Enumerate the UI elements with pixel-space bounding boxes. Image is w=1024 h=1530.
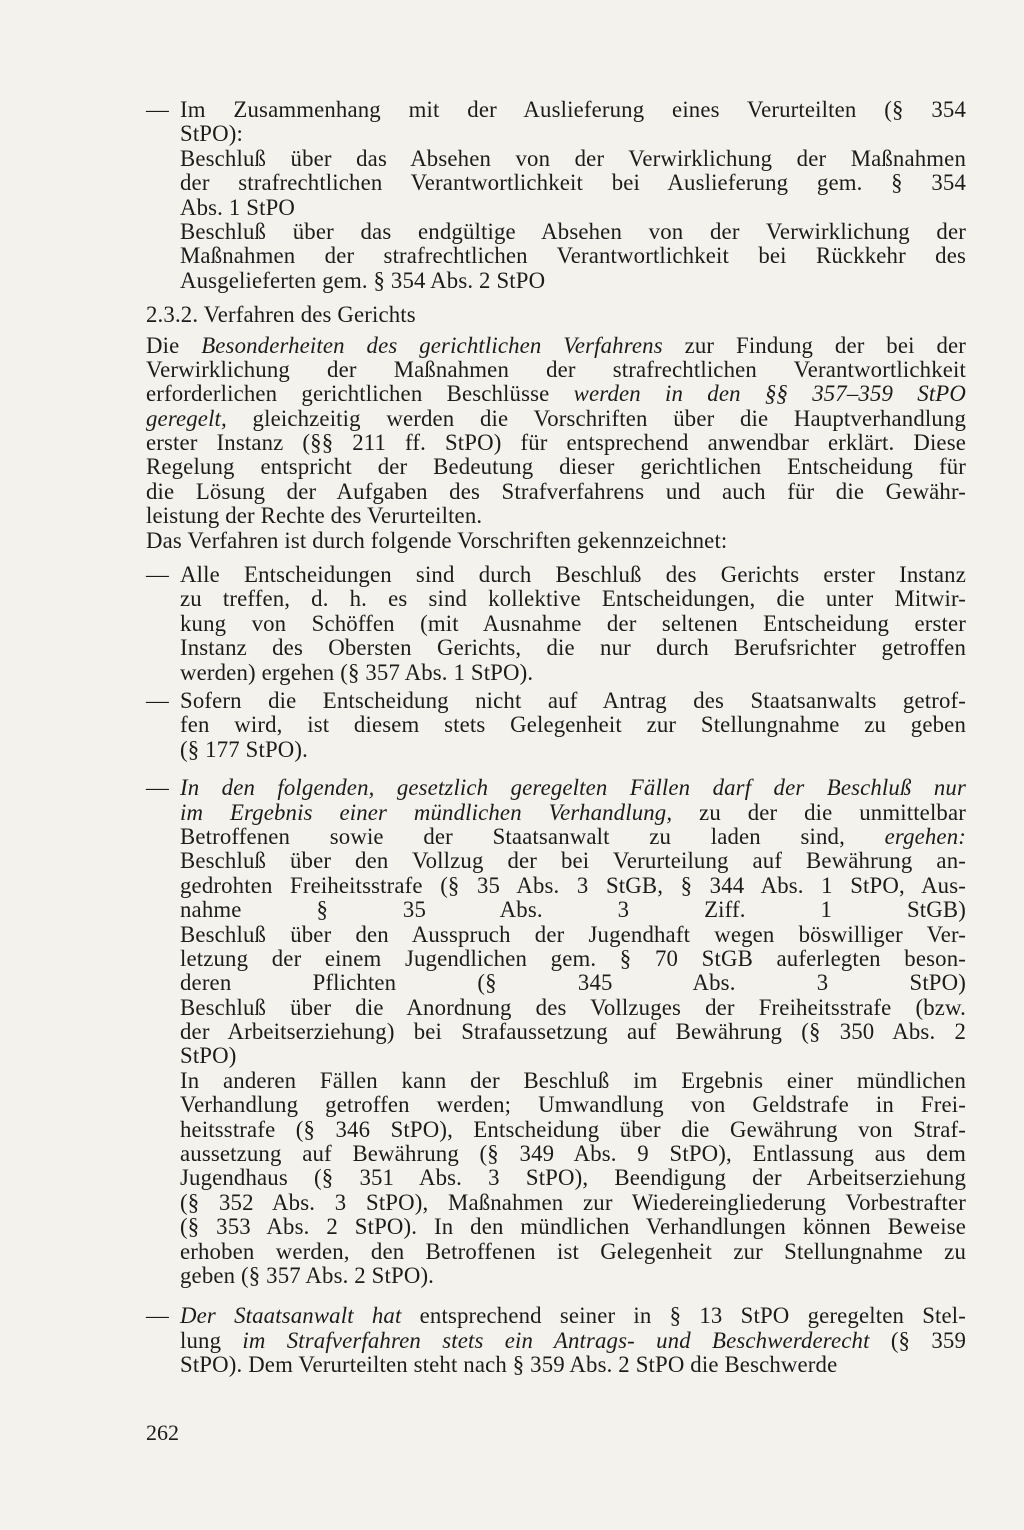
text-line (180, 898, 966, 922)
text-run: zu der die unmittelbar (672, 799, 966, 825)
italic-text: im Strafverfahren stets ein Antrags- und Beschwerderecht (242, 1327, 870, 1353)
text-line (180, 1191, 966, 1215)
text-line (180, 738, 966, 762)
text-run: Die (146, 332, 202, 358)
italic-text: im Ergebnis einer mündlichen Verhandlung, (180, 799, 673, 825)
text-run: In anderen Fällen kann der Beschluß im Ergebnis einer mündlichen (180, 1067, 966, 1093)
text-run: Verhandlung getroffen werden; Umwandlung von Geldstrafe in Frei- (180, 1092, 966, 1118)
italic-text: werden in den §§ 357–359 StPO (573, 381, 966, 407)
text-run: Maßnahmen der strafrechtlichen Verantwortlichkeit bei Rückkehr des (180, 243, 966, 269)
text-run: Das Verfahren ist durch folgende Vorschriften gekennzeichnet: (146, 527, 728, 553)
text-run: Im Zusammenhang mit der Auslieferung eines Verurteilten (§ 354 (180, 97, 966, 122)
text-line (180, 122, 966, 146)
text-run: erster Instanz (§§ 211 ff. StPO) für entsprechend anwendbar erklärt. Diese (146, 430, 966, 456)
text-line (180, 563, 966, 587)
dash-list-item (146, 98, 966, 293)
page-number: 262 (146, 1420, 179, 1445)
text-line (146, 382, 966, 406)
paragraph (146, 334, 966, 529)
text-run: (§ 359 (869, 1327, 966, 1353)
text-run: StPO). Dem Verurteilten steht nach § 359 Abs. 2 StPO die Beschwerde (180, 1352, 838, 1378)
text-line (180, 874, 966, 898)
text-run: Jugendhaus (§ 351 Abs. 3 StPO), Beendigung der Arbeitserziehung (180, 1165, 966, 1191)
text-line (180, 1093, 966, 1117)
text-line (180, 612, 966, 636)
text-line (180, 1142, 966, 1166)
text-line (180, 947, 966, 971)
text-run: heitsstrafe (§ 346 StPO), Entscheidung über die Gewährung von Straf- (180, 1116, 966, 1142)
text-line (180, 1240, 966, 1264)
text-line (180, 269, 966, 293)
text-run: deren Pflichten (§ 345 Abs. 3 StPO) (180, 970, 966, 996)
italic-text: geregelt, (146, 405, 227, 431)
text-run: erhoben werden, den Betroffenen ist Gelegenheit zur Stellungnahme zu (180, 1238, 966, 1264)
text-run: Beschluß über das Absehen von der Verwirklichung der Maßnahmen (180, 145, 966, 171)
text-run: Alle Entscheidungen sind durch Beschluß des Gerichts erster Instanz (180, 562, 966, 588)
text-run: der strafrechtlichen Verantwortlichkeit bei Auslieferung gem. § 354 (180, 170, 966, 196)
text-line (180, 220, 966, 244)
text-run: Verwirklichung der Maßnahmen der strafrechtlichen Verantwortlichkeit (146, 356, 966, 382)
text-run: Regelung entspricht der Bedeutung dieser gerichtlichen Entscheidung für (146, 454, 966, 480)
text-line (146, 407, 966, 431)
text-line (180, 171, 966, 195)
text-run: Instanz des Obersten Gerichts, die nur durch Berufsrichter getroffen (180, 635, 966, 661)
text-run: Betroffenen sowie der Staatsanwalt zu laden sind, (180, 823, 885, 849)
text-run: Ausgelieferten gem. § 354 Abs. 2 StPO (180, 267, 546, 293)
text-run: Beschluß über den Vollzug der bei Verurteilung auf Bewährung an- (180, 848, 966, 874)
text-run: (§ 177 StPO). (180, 736, 308, 762)
text-line (146, 431, 966, 455)
dash-list-item (146, 776, 966, 1288)
text-run: nahme § 35 Abs. 3 Ziff. 1 StGB) (180, 897, 966, 923)
page-body (146, 98, 966, 1378)
dash-list-item (146, 563, 966, 685)
text-run: (§ 353 Abs. 2 StPO). In den mündlichen Verhandlungen können Beweise (180, 1214, 966, 1240)
text-line (180, 1166, 966, 1190)
dash-list-item (146, 1304, 966, 1377)
text-line (180, 1118, 966, 1142)
text-line (180, 587, 966, 611)
text-run: (§ 352 Abs. 3 StPO), Maßnahmen zur Wiedereingliederung Vorbestrafter (180, 1189, 966, 1215)
text-line (180, 849, 966, 873)
text-line (180, 1069, 966, 1093)
text-line (146, 529, 966, 553)
text-run: letzung der einem Jugendlichen gem. § 70 StGB auferlegten beson- (180, 945, 966, 971)
block-gap (146, 1288, 966, 1304)
text-run: erforderlichen gerichtlichen Beschlüsse (146, 381, 574, 407)
text-line (180, 636, 966, 660)
italic-text: Der Staatsanwalt hat (180, 1303, 402, 1329)
text-line (146, 358, 966, 382)
block-gap (146, 762, 966, 776)
text-line (180, 1044, 966, 1068)
text-line (180, 825, 966, 849)
text-line (180, 971, 966, 995)
text-line (146, 504, 966, 528)
text-line (180, 147, 966, 171)
text-line (180, 1264, 966, 1288)
text-line (180, 1329, 966, 1353)
text-line (180, 996, 966, 1020)
text-run: entsprechend seiner in § 13 StPO geregelten Stel- (401, 1303, 966, 1329)
text-line (180, 1353, 966, 1377)
text-line (180, 1020, 966, 1044)
italic-text: Besonderheiten des gerichtlichen Verfahrens (201, 332, 663, 358)
text-run: Abs. 1 StPO (180, 194, 296, 220)
text-run: zu treffen, d. h. es sind kollektive Entscheidungen, die unter Mitwir- (180, 586, 966, 612)
text-run: geben (§ 357 Abs. 2 StPO). (180, 1262, 435, 1288)
text-run: zur Findung der bei der (662, 332, 966, 358)
text-line (180, 923, 966, 947)
text-line (146, 480, 966, 504)
text-line (180, 1304, 966, 1328)
text-line (180, 689, 966, 713)
text-line (180, 776, 966, 800)
text-line (180, 713, 966, 737)
text-line (180, 196, 966, 220)
text-run: Beschluß über das endgültige Absehen von der Verwirklichung der (180, 218, 966, 244)
text-run: gedrohten Freiheitsstrafe (§ 35 Abs. 3 StGB, § 344 Abs. 1 StPO, Aus- (180, 872, 966, 898)
text-run: aussetzung auf Bewährung (§ 349 Abs. 9 StPO), Entlassung aus dem (180, 1141, 966, 1167)
text-run: Beschluß über die Anordnung des Vollzuges der Freiheitsstrafe (bzw. (180, 994, 966, 1020)
text-run: die Lösung der Aufgaben des Strafverfahrens und auch für die Gewähr- (146, 478, 966, 504)
text-run: werden) ergehen (§ 357 Abs. 1 StPO). (180, 659, 534, 685)
text-run: lung (180, 1327, 243, 1353)
text-line (146, 303, 966, 327)
text-run: 2.3.2. Verfahren des Gerichts (146, 302, 416, 328)
paragraph (146, 529, 966, 553)
text-run: der Arbeitserziehung) bei Strafaussetzung auf Bewährung (§ 350 Abs. 2 (180, 1019, 966, 1045)
section-heading (146, 303, 966, 327)
text-run: Beschluß über den Ausspruch der Jugendhaft wegen böswilliger Ver- (180, 921, 966, 947)
text-line (180, 244, 966, 268)
text-line (180, 801, 966, 825)
text-run: StPO): (180, 121, 243, 147)
text-line (180, 661, 966, 685)
text-run: StPO) (180, 1043, 237, 1069)
italic-text: In den folgenden, gesetzlich geregelten Fällen darf der Beschluß nur (180, 775, 966, 801)
text-line (146, 455, 966, 479)
text-run: fen wird, ist diesem stets Gelegenheit zur Stellungnahme zu geben (180, 712, 966, 738)
dash-list-item (146, 689, 966, 762)
text-run: gleichzeitig werden die Vorschriften über die Hauptverhandlung (226, 405, 966, 431)
text-line (180, 98, 966, 122)
text-line (180, 1215, 966, 1239)
text-run: kung von Schöffen (mit Ausnahme der seltenen Entscheidung erster (180, 610, 966, 636)
text-run: Sofern die Entscheidung nicht auf Antrag des Staatsanwalts getrof- (180, 687, 966, 713)
italic-text: ergehen: (884, 823, 966, 849)
text-line (146, 334, 966, 358)
text-run: leistung der Rechte des Verurteilten. (146, 503, 483, 529)
